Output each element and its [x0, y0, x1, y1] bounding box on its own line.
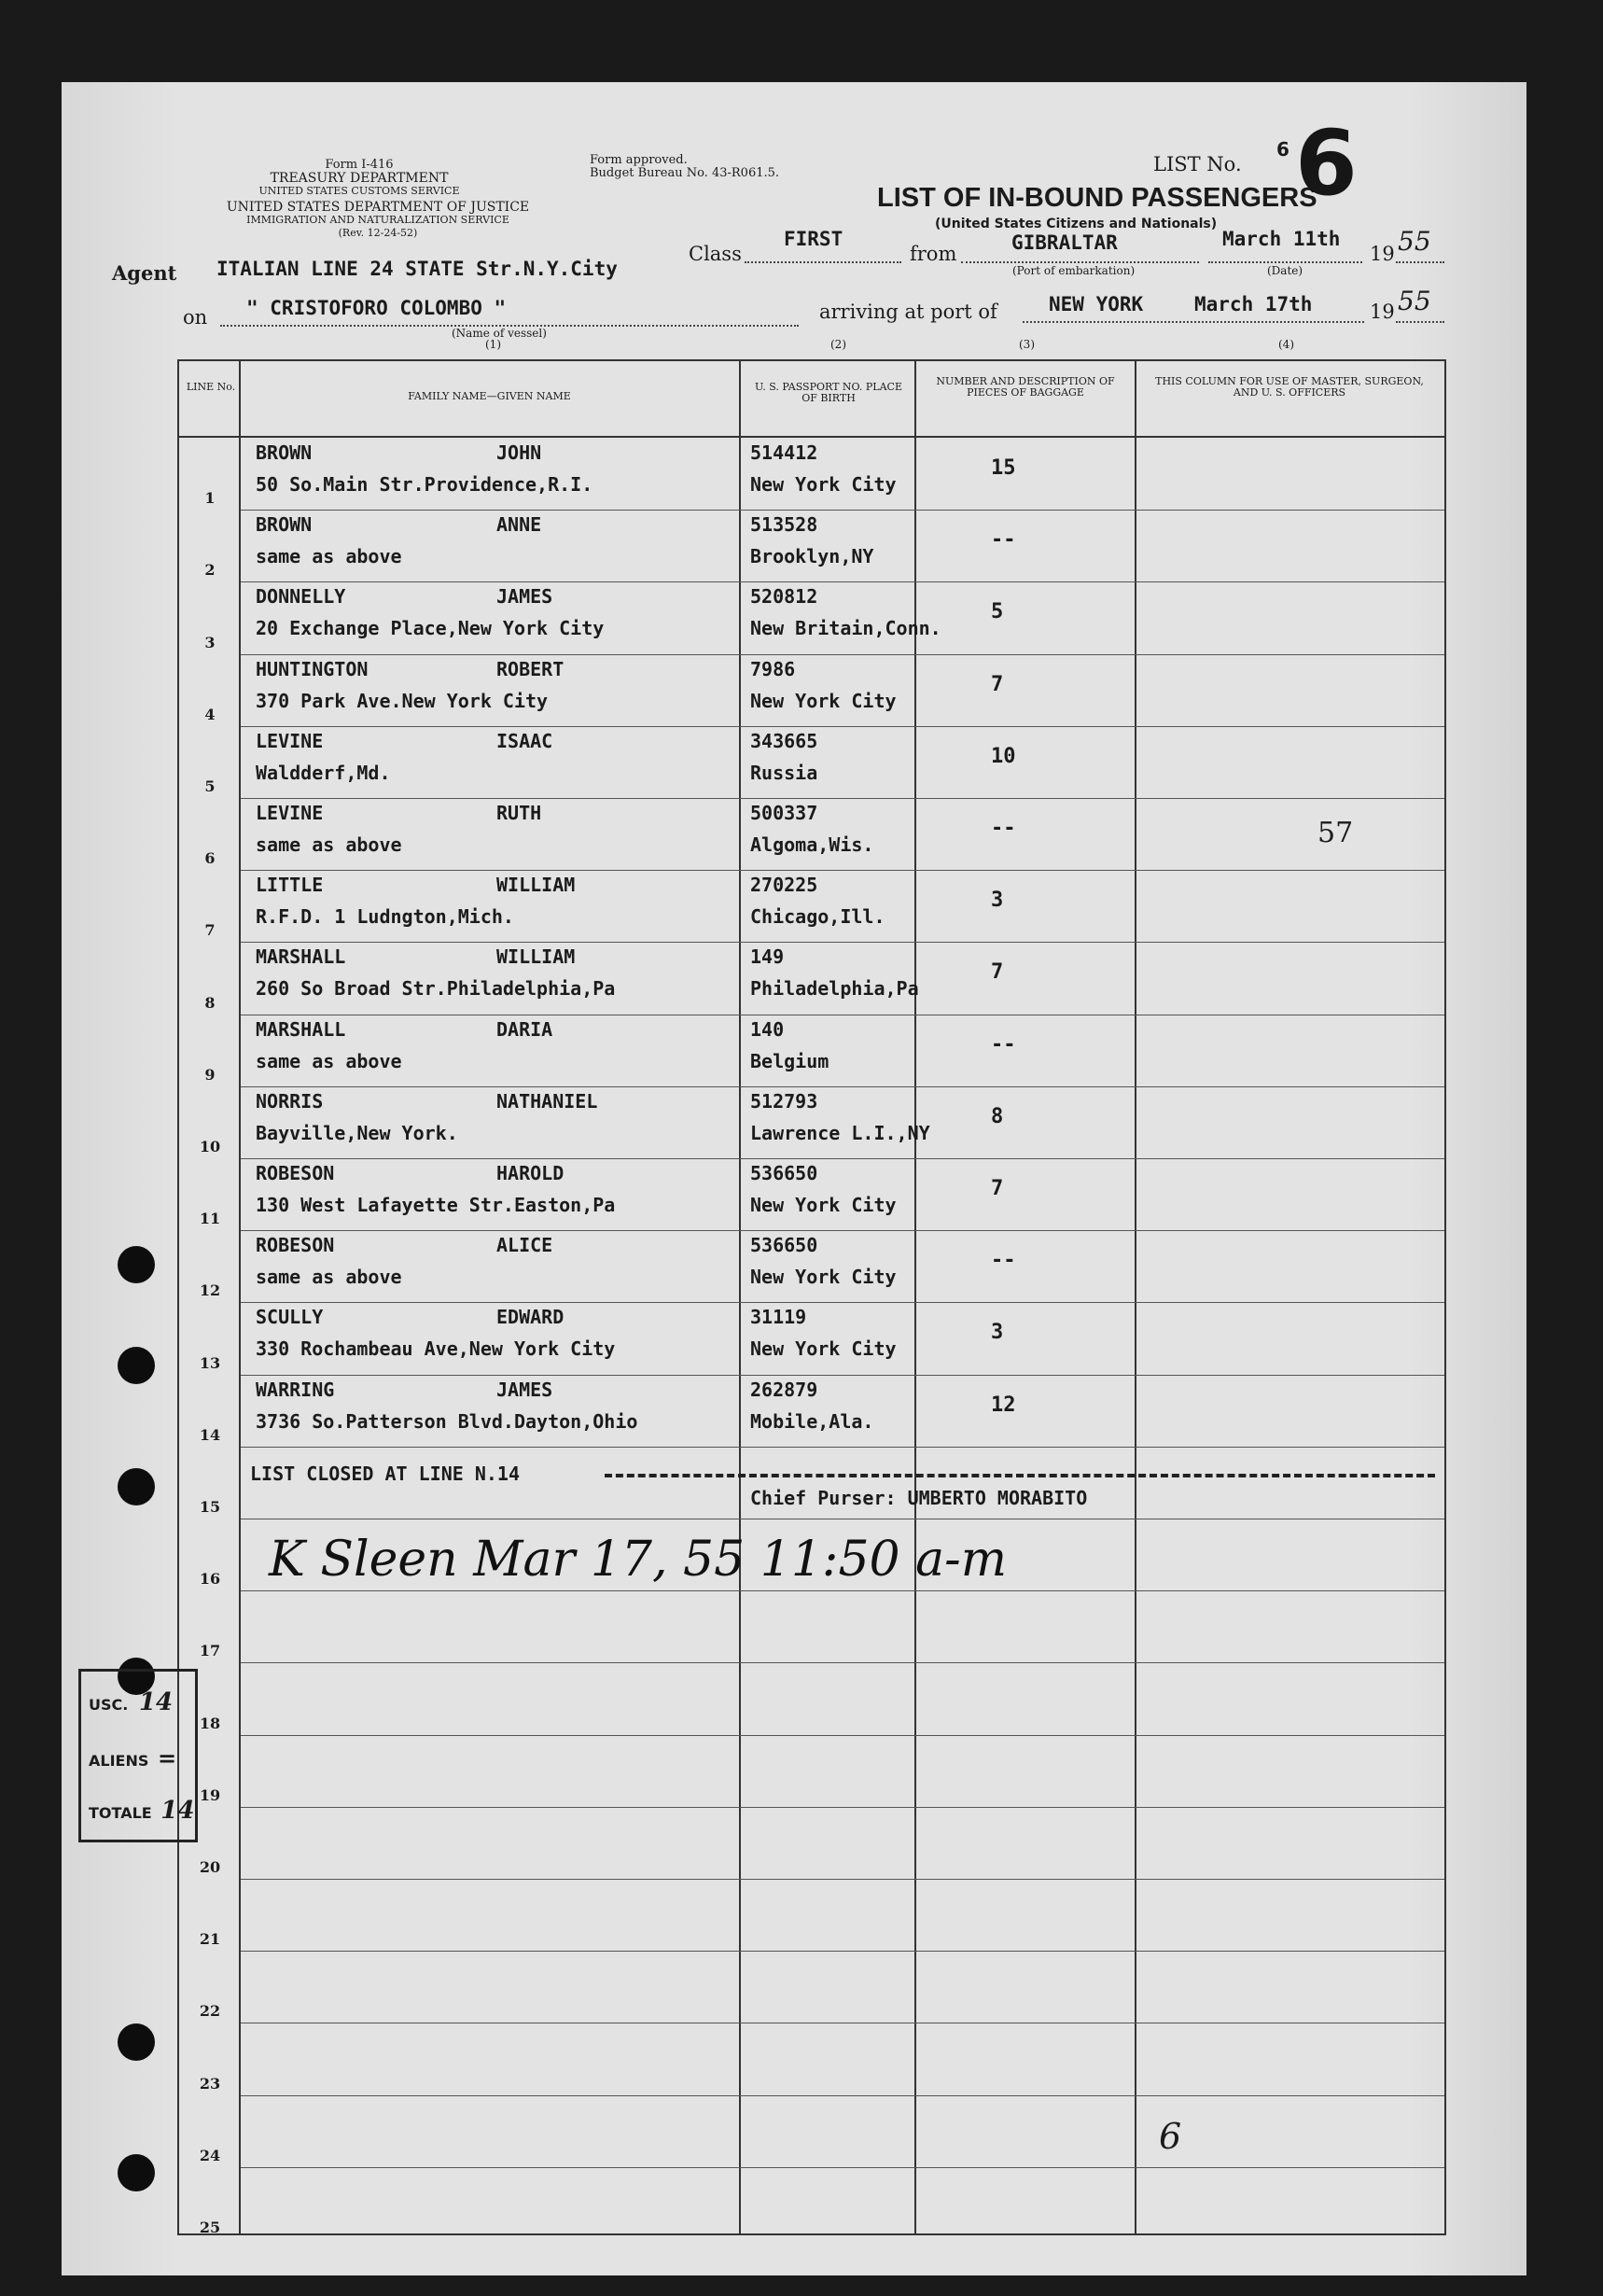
year1-underline: [1396, 261, 1444, 263]
line-number: 1: [204, 489, 216, 508]
line-number: 23: [199, 2074, 221, 2093]
class-label: Class: [689, 243, 742, 265]
embark-underline: [961, 261, 1199, 263]
row-line: [241, 2095, 1444, 2096]
address: 20 Exchange Place,New York City: [256, 617, 605, 640]
line-number: 17: [199, 1642, 221, 1660]
given-name: NATHANIEL: [496, 1089, 598, 1113]
passport-number: 262879: [750, 1378, 818, 1401]
embark-port-value: GIBRALTAR: [1011, 231, 1118, 254]
line-number: 3: [204, 633, 216, 651]
place-of-birth: Algoma,Wis.: [750, 833, 874, 856]
agent-label: Agent: [112, 261, 177, 285]
given-name: JOHN: [496, 441, 542, 464]
row-line: [241, 510, 1444, 511]
date-caption: (Date): [1267, 264, 1303, 277]
given-name: JAMES: [496, 585, 553, 609]
list-closed-text: LIST CLOSED AT LINE N.14: [250, 1463, 520, 1485]
column-1-caption: (1): [485, 338, 501, 351]
baggage-count: 7: [991, 672, 1004, 696]
header-passport: U. S. PASSPORT NO. PLACE OF BIRTH: [754, 381, 903, 404]
line-number: 11: [199, 1210, 221, 1228]
family-name: LITTLE: [256, 874, 324, 897]
year-prefix-2: 19: [1370, 301, 1395, 323]
baggage-count: 5: [991, 600, 1004, 624]
line-number: 18: [199, 1714, 221, 1732]
aliens-value: =: [157, 1744, 177, 1771]
total-label: TOTALE: [89, 1804, 152, 1822]
column-4-caption: (4): [1278, 338, 1294, 351]
embark-date-value: March 11th: [1222, 228, 1341, 250]
chief-purser: Chief Purser: UMBERTO MORABITO: [750, 1487, 1088, 1509]
line-number: 10: [199, 1138, 221, 1155]
line-number: 12: [199, 1281, 221, 1300]
vessel-caption: (Name of vessel): [452, 327, 547, 340]
column-2-caption: (2): [830, 338, 846, 351]
header-officers: THIS COLUMN FOR USE OF MASTER, SURGEON, AND U. S. OFFICERS: [1155, 375, 1424, 399]
row-line: [241, 1807, 1444, 1808]
line-number: 7: [204, 921, 216, 940]
line-number: 9: [204, 1065, 216, 1084]
given-name: WILLIAM: [496, 874, 576, 897]
family-name: MARSHALL: [256, 945, 346, 969]
family-name: HUNTINGTON: [256, 657, 369, 680]
closed-line: [250, 1463, 1435, 1485]
passport-number: 270225: [750, 874, 818, 897]
list-number-stamp: 6: [1295, 111, 1358, 216]
passport-number: 536650: [750, 1162, 818, 1184]
passenger-table: [177, 359, 1446, 2235]
budget-label: Budget Bureau No. 43-R061.5.: [590, 166, 780, 180]
embark-port-caption: (Port of embarkation): [1012, 264, 1136, 277]
place-of-birth: New York City: [750, 473, 897, 496]
given-name: HAROLD: [496, 1162, 565, 1184]
agent-value: ITALIAN LINE 24 STATE Str.N.Y.City: [216, 258, 618, 280]
line-number: 13: [199, 1353, 221, 1372]
line-number: 19: [199, 1785, 221, 1804]
year-1: 55: [1398, 226, 1431, 257]
passport-number: 31119: [750, 1306, 807, 1329]
header-line-no: LINE No.: [186, 381, 236, 393]
form-approval: [590, 154, 851, 180]
line-number: 4: [204, 705, 216, 723]
address: 130 West Lafayette Str.Easton,Pa: [256, 1194, 616, 1216]
row-line: [241, 1951, 1444, 1952]
row-line: [241, 1158, 1444, 1159]
family-name: SCULLY: [256, 1306, 324, 1329]
row-line: [241, 942, 1444, 943]
place-of-birth: New York City: [750, 1194, 897, 1216]
baggage-count: 3: [991, 1321, 1004, 1345]
on-label: on: [183, 306, 208, 329]
address: R.F.D. 1 Ludngton,Mich.: [256, 905, 514, 929]
baggage-count: 15: [991, 456, 1016, 480]
total-row: [89, 1797, 194, 1825]
line-number: 6: [204, 849, 216, 868]
row-line: [241, 1230, 1444, 1231]
row-line: [241, 1879, 1444, 1880]
row-line: [241, 1447, 1444, 1448]
address: 260 So Broad Str.Philadelphia,Pa: [256, 977, 616, 1001]
line-number: 20: [199, 1858, 221, 1876]
baggage-count: 7: [991, 1177, 1004, 1200]
passport-number: 140: [750, 1017, 785, 1041]
form-header-left: [252, 159, 467, 198]
column-3-caption: (3): [1019, 338, 1035, 351]
from-label: from: [910, 243, 957, 265]
header-baggage: NUMBER AND DESCRIPTION OF PIECES OF BAGGAGE: [936, 375, 1115, 399]
arriving-label: arriving at port of: [819, 301, 997, 323]
year-2: 55: [1398, 286, 1431, 316]
passport-number: 500337: [750, 802, 818, 824]
punch-hole: [118, 2023, 155, 2061]
line-number: 15: [199, 1498, 221, 1516]
usc-row: [89, 1688, 173, 1716]
line-number: 24: [199, 2146, 221, 2164]
row-line: [241, 798, 1444, 799]
family-name: BROWN: [256, 513, 313, 537]
row-line: [241, 1662, 1444, 1663]
officer-note: 57: [1317, 817, 1354, 849]
place-of-birth: Belgium: [750, 1049, 829, 1072]
row-line: [241, 1590, 1444, 1591]
header-divider: [179, 436, 1444, 438]
given-name: WILLIAM: [496, 945, 576, 969]
address: 330 Rochambeau Ave,New York City: [256, 1337, 616, 1361]
line-number: 16: [199, 1570, 221, 1589]
family-name: LEVINE: [256, 729, 324, 752]
totals-box: [78, 1669, 198, 1842]
bottom-note: 6: [1159, 2116, 1182, 2157]
baggage-count: 7: [991, 960, 1004, 985]
row-line: [241, 1302, 1444, 1303]
address: Waldderf,Md.: [256, 761, 391, 784]
form-number: Form I-416: [325, 158, 394, 172]
approved-label: Form approved.: [590, 153, 688, 167]
baggage-count: 8: [991, 1104, 1004, 1128]
usc-label: USC.: [89, 1696, 129, 1714]
passport-number: 343665: [750, 729, 818, 752]
usc-value: 14: [138, 1688, 174, 1716]
place-of-birth: Philadelphia,Pa: [750, 977, 919, 1001]
place-of-birth: Lawrence L.I.,NY: [750, 1121, 930, 1144]
line-number: 2: [204, 561, 216, 580]
col-divider: [1135, 361, 1136, 2233]
punch-hole: [118, 1347, 155, 1384]
place-of-birth: New York City: [750, 1266, 897, 1289]
place-of-birth: Russia: [750, 761, 818, 784]
given-name: EDWARD: [496, 1306, 565, 1329]
punch-hole: [118, 1468, 155, 1505]
justice-label: UNITED STATES DEPARTMENT OF JUSTICE: [226, 200, 530, 215]
list-number-small: 6: [1276, 138, 1289, 161]
header-name: FAMILY NAME—GIVEN NAME: [408, 390, 571, 402]
col-divider: [739, 361, 741, 2233]
place-of-birth: Brooklyn,NY: [750, 545, 874, 568]
aliens-label: ALIENS: [89, 1752, 149, 1770]
address: Bayville,New York.: [256, 1121, 458, 1144]
line-number: 22: [199, 2002, 221, 2021]
place-of-birth: New York City: [750, 1337, 897, 1361]
address: same as above: [256, 833, 402, 856]
baggage-count: 12: [991, 1393, 1016, 1417]
passport-number: 520812: [750, 585, 818, 609]
place-of-birth: New York City: [750, 689, 897, 712]
arrival-date-value: March 17th: [1194, 293, 1313, 315]
given-name: ISAAC: [496, 729, 553, 752]
line-number: 5: [204, 777, 216, 795]
page-title: LIST OF IN-BOUND PASSENGERS: [877, 183, 1317, 213]
family-name: ROBESON: [256, 1162, 335, 1184]
year2-underline: [1396, 321, 1444, 323]
address: same as above: [256, 1266, 402, 1289]
arrival-underline: [1023, 321, 1364, 323]
customs-label: UNITED STATES CUSTOMS SERVICE: [258, 185, 460, 197]
line-number: 21: [199, 1930, 221, 1949]
place-of-birth: Mobile,Ala.: [750, 1409, 874, 1433]
given-name: ANNE: [496, 513, 542, 537]
row-line: [241, 581, 1444, 582]
baggage-count: --: [991, 817, 1016, 840]
given-name: DARIA: [496, 1017, 553, 1041]
line-number: 14: [199, 1425, 221, 1444]
family-name: LEVINE: [256, 802, 324, 824]
row-line: [241, 654, 1444, 655]
punch-hole: [118, 2154, 155, 2191]
given-name: ROBERT: [496, 657, 565, 680]
aliens-row: [89, 1744, 176, 1771]
form-header-justice: [201, 201, 555, 240]
baggage-count: 10: [991, 744, 1016, 768]
passport-number: 513528: [750, 513, 818, 537]
baggage-count: --: [991, 1032, 1016, 1057]
revision-label: (Rev. 12-24-52): [338, 227, 418, 239]
row-line: [241, 1375, 1444, 1376]
baggage-count: --: [991, 1249, 1016, 1273]
place-of-birth: Chicago,Ill.: [750, 905, 885, 929]
line-number: 25: [199, 2219, 221, 2236]
vessel-value: " CRISTOFORO COLOMBO ": [246, 297, 507, 319]
ins-label: IMMIGRATION AND NATURALIZATION SERVICE: [246, 214, 509, 226]
family-name: MARSHALL: [256, 1017, 346, 1041]
class-value: FIRST: [784, 228, 843, 250]
list-number-label: LIST No.: [1153, 153, 1242, 175]
year-prefix-1: 19: [1370, 243, 1395, 265]
passport-number: 7986: [750, 657, 796, 680]
row-line: [241, 2167, 1444, 2168]
passport-number: 512793: [750, 1089, 818, 1113]
baggage-count: 3: [991, 889, 1004, 913]
treasury-label: TREASURY DEPARTMENT: [270, 171, 449, 186]
given-name: ALICE: [496, 1234, 553, 1257]
family-name: ROBESON: [256, 1234, 335, 1257]
punch-hole: [118, 1246, 155, 1283]
passport-number: 536650: [750, 1234, 818, 1257]
family-name: BROWN: [256, 441, 313, 464]
place-of-birth: New Britain,Conn.: [750, 617, 941, 640]
row-line: [241, 726, 1444, 727]
arrival-port-value: NEW YORK: [1049, 293, 1144, 315]
passport-number: 514412: [750, 441, 818, 464]
baggage-count: --: [991, 528, 1016, 553]
date-underline: [1208, 261, 1362, 263]
family-name: WARRING: [256, 1378, 335, 1401]
address: same as above: [256, 545, 402, 568]
row-line: [241, 1735, 1444, 1736]
closed-dash: [605, 1474, 1435, 1477]
col-divider: [914, 361, 916, 2233]
line-number: 8: [204, 993, 216, 1012]
address: 3736 So.Patterson Blvd.Dayton,Ohio: [256, 1409, 638, 1433]
row-line: [241, 1086, 1444, 1087]
address: 370 Park Ave.New York City: [256, 689, 549, 712]
address: 50 So.Main Str.Providence,R.I.: [256, 473, 593, 496]
row-line: [241, 870, 1444, 871]
class-underline: [745, 261, 901, 263]
passport-number: 149: [750, 945, 785, 969]
family-name: DONNELLY: [256, 585, 346, 609]
officer-signature: K Sleen Mar 17, 55 11:50 a-m: [269, 1532, 1008, 1588]
total-value: 14: [160, 1797, 195, 1825]
address: same as above: [256, 1049, 402, 1072]
given-name: RUTH: [496, 802, 542, 824]
page-subtitle: (United States Citizens and Nationals): [935, 217, 1218, 231]
family-name: NORRIS: [256, 1089, 324, 1113]
given-name: JAMES: [496, 1378, 553, 1401]
